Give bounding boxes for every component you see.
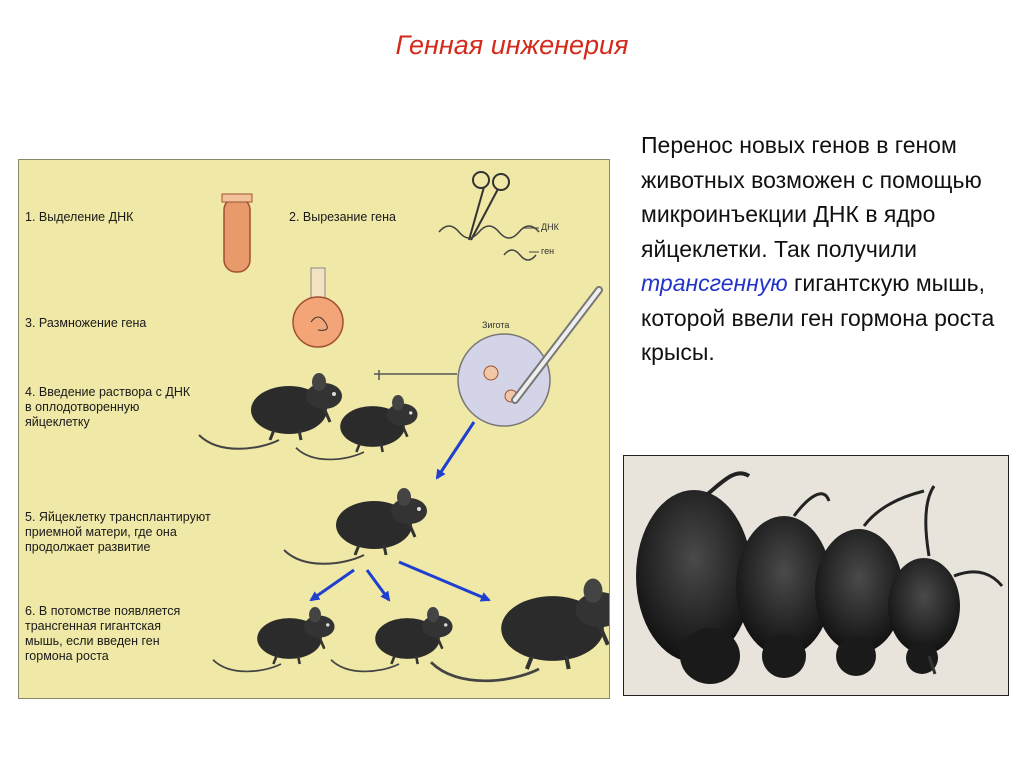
transgenic-highlight: трансгенную (641, 270, 788, 296)
description-part-1: Перенос новых генов в геном животных возможен с помощью микроинъекции ДНК в ядро яйцеклетки. Так получили (641, 132, 982, 262)
step-3-label: 3. Размножение гена (25, 316, 147, 330)
description-text (641, 128, 1001, 370)
dna-label: ДНК (541, 222, 559, 232)
dna-strand-icon (439, 226, 539, 260)
step-5-label: 5. Яйцеклетку трансплантируют приемной матери, где она продолжает развитие (25, 510, 211, 554)
step-1-label: 1. Выделение ДНК (25, 210, 134, 224)
test-tube-icon (222, 194, 252, 272)
scissors-icon (469, 172, 509, 240)
step-4-label: 4. Введение раствора с ДНК в оплодотворенную яйцеклетку (25, 385, 191, 429)
gene-label: ген (541, 246, 555, 256)
giant-mouse-photo (623, 455, 1009, 696)
step-2-label: 2. Вырезание гена (289, 210, 396, 224)
description-part-2: гигантскую мышь, которой ввели ген гормона роста крысы. (641, 270, 995, 365)
zygote-cell-icon (458, 334, 550, 426)
step-6-label: 6. В потомстве появляется трансгенная гигантская мышь, если введен ген гормона роста (25, 604, 181, 663)
flask-icon (293, 268, 343, 347)
mice-photo-illustration (624, 456, 1009, 696)
zygote-label: Зигота (482, 320, 510, 330)
slide-title: Генная инженерия (395, 30, 629, 60)
genetic-engineering-diagram (18, 159, 610, 699)
